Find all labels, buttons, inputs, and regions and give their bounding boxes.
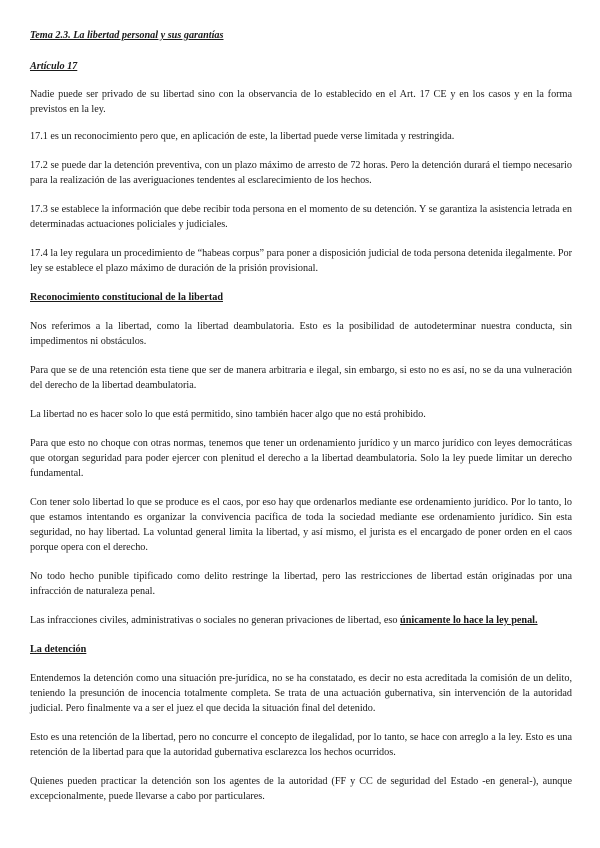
section1-paragraph: Para que se de una retención esta tiene que ser de manera arbitraria e ilegal, sin embargo, si esto no es así, no se da una vulneración del derecho de la libertad deambulatoria. (30, 365, 572, 391)
section2-paragraph: Esto es una retención de la libertad, pero no concurre el concepto de ilegalidad, por lo tanto, se hace con arreglo a la ley. Esto es una retención de la libertad para que la autoridad gubernativa esclarezca los hechos ocurridos. (30, 732, 572, 758)
document-title: Tema 2.3. La libertad personal y sus garantías (30, 30, 224, 41)
article-paragraph: 17.1 es un reconocimiento pero que, en aplicación de este, la libertad puede verse limitada y restringida. (30, 131, 455, 142)
section1-paragraph: Nos referimos a la libertad, como la libertad deambulatoria. Esto es la posibilidad de autodeterminar nuestra conducta, sin impedimentos ni obstáculos. (30, 321, 572, 347)
section1-last-emphasis: únicamente lo hace la ley penal. (400, 615, 538, 626)
article-paragraph: Nadie puede ser privado de su libertad sino con la observancia de lo establecido en el Art. 17 CE y en los casos y en la forma previstos en la ley. (30, 89, 572, 115)
article-paragraph: 17.3 se establece la información que debe recibir toda persona en el momento de su detención. Y se garantiza la asistencia letrada en determinadas actuaciones policiales y judiciales. (30, 204, 572, 230)
article-paragraph: 17.2 se puede dar la detención preventiva, con un plazo máximo de arresto de 72 horas. Pero la detención durará el tiempo necesario para la realización de las averiguaciones tendentes al esclarecimiento de los hechos. (30, 160, 572, 186)
section2-paragraph: Entendemos la detención como una situación pre-jurídica, no se ha constatado, es decir no esta acreditada la comisión de un delito, teniendo la presunción de inocencia totalmente completa. Se trata de una actuación gubernativa, sin intervención de la autoridad judicial. Pero finalmente va a ser el juez el que decida la situación final del detenido. (30, 673, 572, 714)
section1-paragraph: La libertad no es hacer solo lo que está permitido, sino también hacer algo que no está prohibido. (30, 409, 426, 420)
section1-paragraph: No todo hecho punible tipificado como delito restringe la libertad, pero las restricciones de libertad están originadas por una infracción de naturaleza penal. (30, 571, 572, 597)
section-heading-detencion: La detención (30, 644, 87, 655)
article-heading: Artículo 17 (30, 61, 78, 72)
section1-paragraph: Con tener solo libertad lo que se produce es el caos, por eso hay que ordenarlos mediante ese ordenamiento jurídico. Por lo tanto, lo que estamos intentando es organizar la convivencia pacífica de toda la sociedad mediante ese ordenamiento jurídico. Sin esta seguridad, no hay libertad. La voluntad general limita la libertad, y así mismo, el jurista es el encargado de poner orden en el caos porque opera con el derecho. (30, 497, 572, 553)
section2-paragraph: Quienes pueden practicar la detención son los agentes de la autoridad (FF y CC de seguridad del Estado -en general-), aunque excepcionalmente, puede llevarse a cabo por particulares. (30, 776, 572, 802)
article-paragraph: 17.4 la ley regulara un procedimiento de “habeas corpus” para poner a disposición judicial de toda persona detenida ilegalmente. Por ley se establece el plazo máximo de duración de la prisión provisional. (30, 248, 572, 274)
section-heading-reconocimiento: Reconocimiento constitucional de la libertad (30, 292, 223, 303)
section1-paragraph: Para que esto no choque con otras normas, tenemos que tener un ordenamiento jurídico y un marco jurídico con leyes democráticas que otorgan seguridad para poder ejercer con plenitud el derecho a la libertad deambulatoria. Solo la ley puede limitar un derecho fundamental. (30, 438, 572, 479)
section1-last-paragraph (30, 613, 572, 628)
section1-last-text: Las infracciones civiles, administrativas o sociales no generan privaciones de libertad, eso (30, 615, 401, 626)
